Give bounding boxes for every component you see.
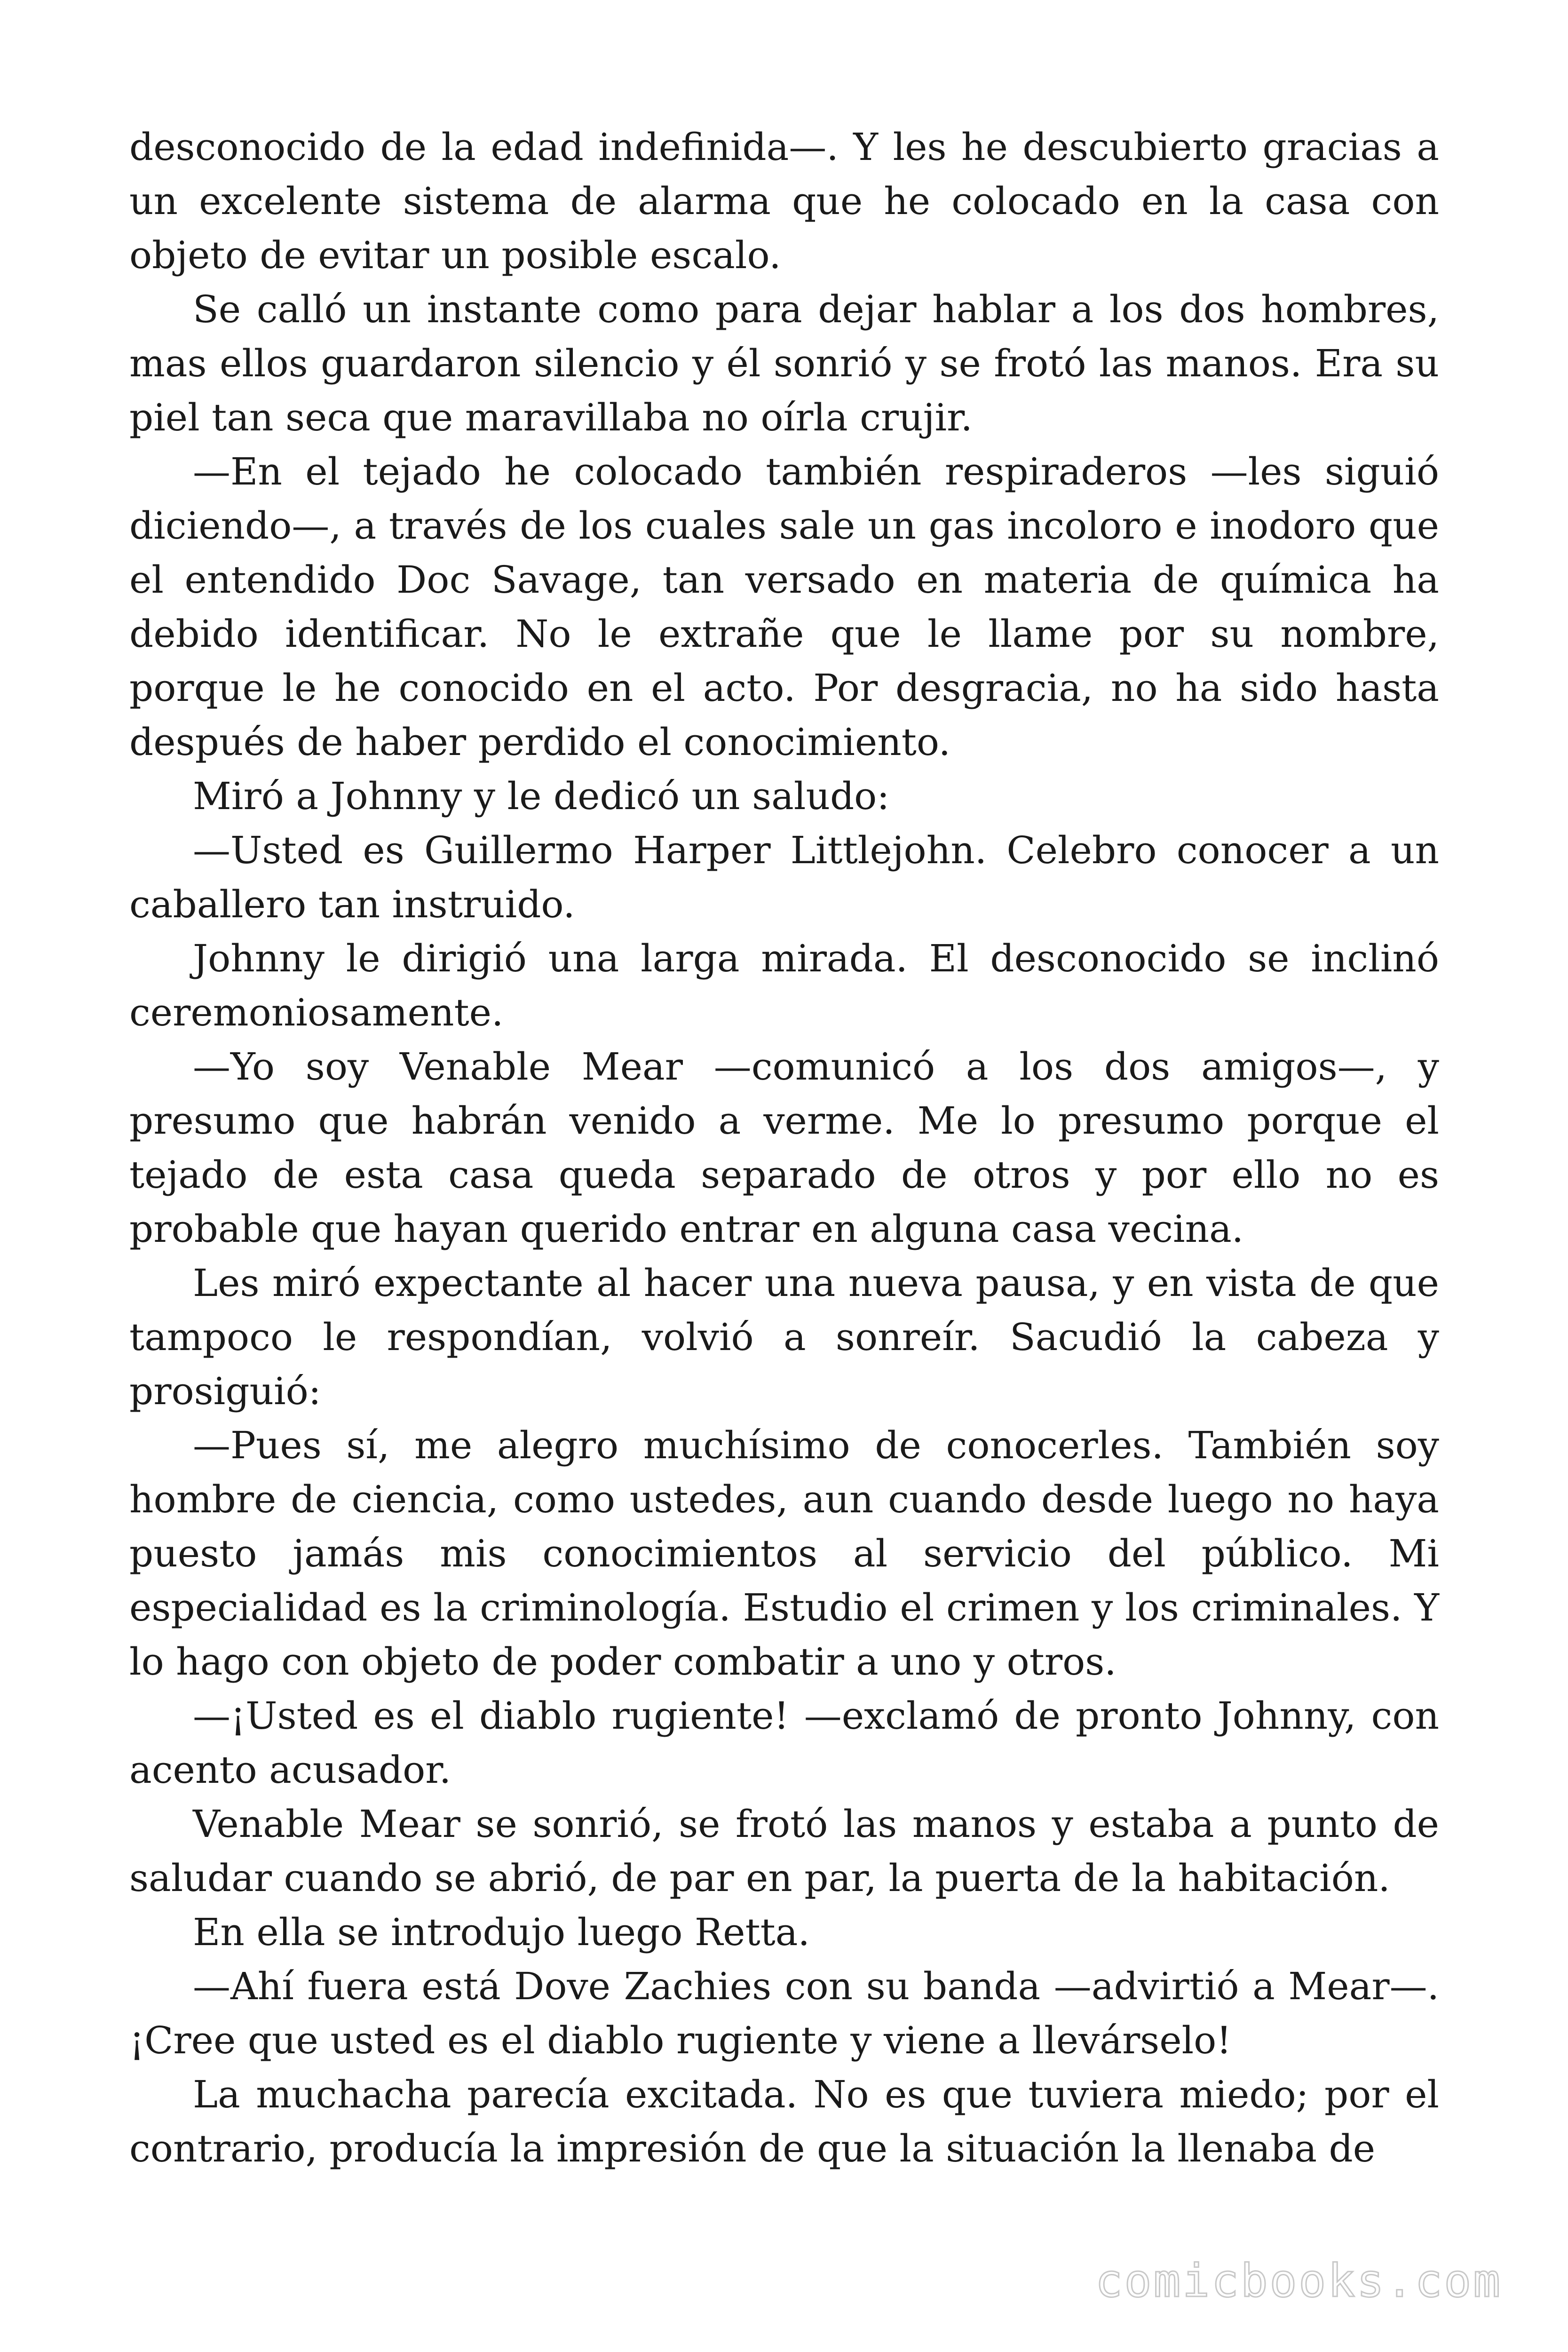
watermark: comicbooks.com [1095,2255,1502,2307]
paragraph-14: La muchacha parecía excitada. No es que tuviera miedo; por el contrario, producía la impresión de que la situación la llenaba de [129,2073,1439,2170]
paragraph-3: —En el tejado he colocado también respiraderos —les siguió diciendo—, a través de los cuales sale un gas incoloro e inodoro que el entendido Doc Savage, tan versado en materia de química ha debido identificar. No le extrañe que le llame por su nombre, porque le he conocido en el acto. Por desgracia, no ha sido hasta después de haber perdido el conocimiento. [129,450,1439,764]
body-text [129,120,1439,2176]
paragraph-12: En ella se introdujo luego Retta. [193,1910,810,1954]
paragraph-7: —Yo soy Venable Mear —comunicó a los dos amigos—, y presumo que habrán venido a verme. Me lo presumo porque el tejado de esta casa queda separado de otros y por ello no es probable que hayan querido entrar en alguna casa vecina. [129,1045,1439,1251]
paragraph-8: Les miró expectante al hacer una nueva pausa, y en vista de que tampoco le respondían, volvió a sonreír. Sacudió la cabeza y prosiguió: [129,1261,1439,1413]
paragraph-13: —Ahí fuera está Dove Zachies con su banda —advirtió a Mear—. ¡Cree que usted es el diablo rugiente y viene a llevárselo! [129,1964,1439,2062]
paragraph-6: Johnny le dirigió una larga mirada. El desconocido se inclinó ceremoniosamente. [129,937,1439,1034]
paragraph-5: —Usted es Guillermo Harper Littlejohn. Celebro conocer a un caballero tan instruido. [129,828,1439,926]
paragraph-4: Miró a Johnny y le dedicó un saludo: [193,774,890,818]
paragraph-11: Venable Mear se sonrió, se frotó las manos y estaba a punto de saludar cuando se abrió, de par en par, la puerta de la habitación. [129,1802,1439,1900]
paragraph-1: desconocido de la edad indefinida—. Y les he descubierto gracias a un excelente sistema de alarma que he colocado en la casa con objeto de evitar un posible escalo. [129,125,1439,277]
paragraph-10: —¡Usted es el diablo rugiente! —exclamó de pronto Johnny, con acento acusador. [129,1694,1439,1792]
paragraph-9: —Pues sí, me alegro muchísimo de conocerles. También soy hombre de ciencia, como ustedes, aun cuando desde luego no haya puesto jamás mis conocimientos al servicio del público. Mi especialidad es la criminología. Estudio el crimen y los criminales. Y lo hago con objeto de poder combatir a uno y otros. [129,1423,1439,1684]
paragraph-2: Se calló un instante como para dejar hablar a los dos hombres, mas ellos guardaron silencio y él sonrió y se frotó las manos. Era su piel tan seca que maravillaba no oírla crujir. [129,287,1439,439]
